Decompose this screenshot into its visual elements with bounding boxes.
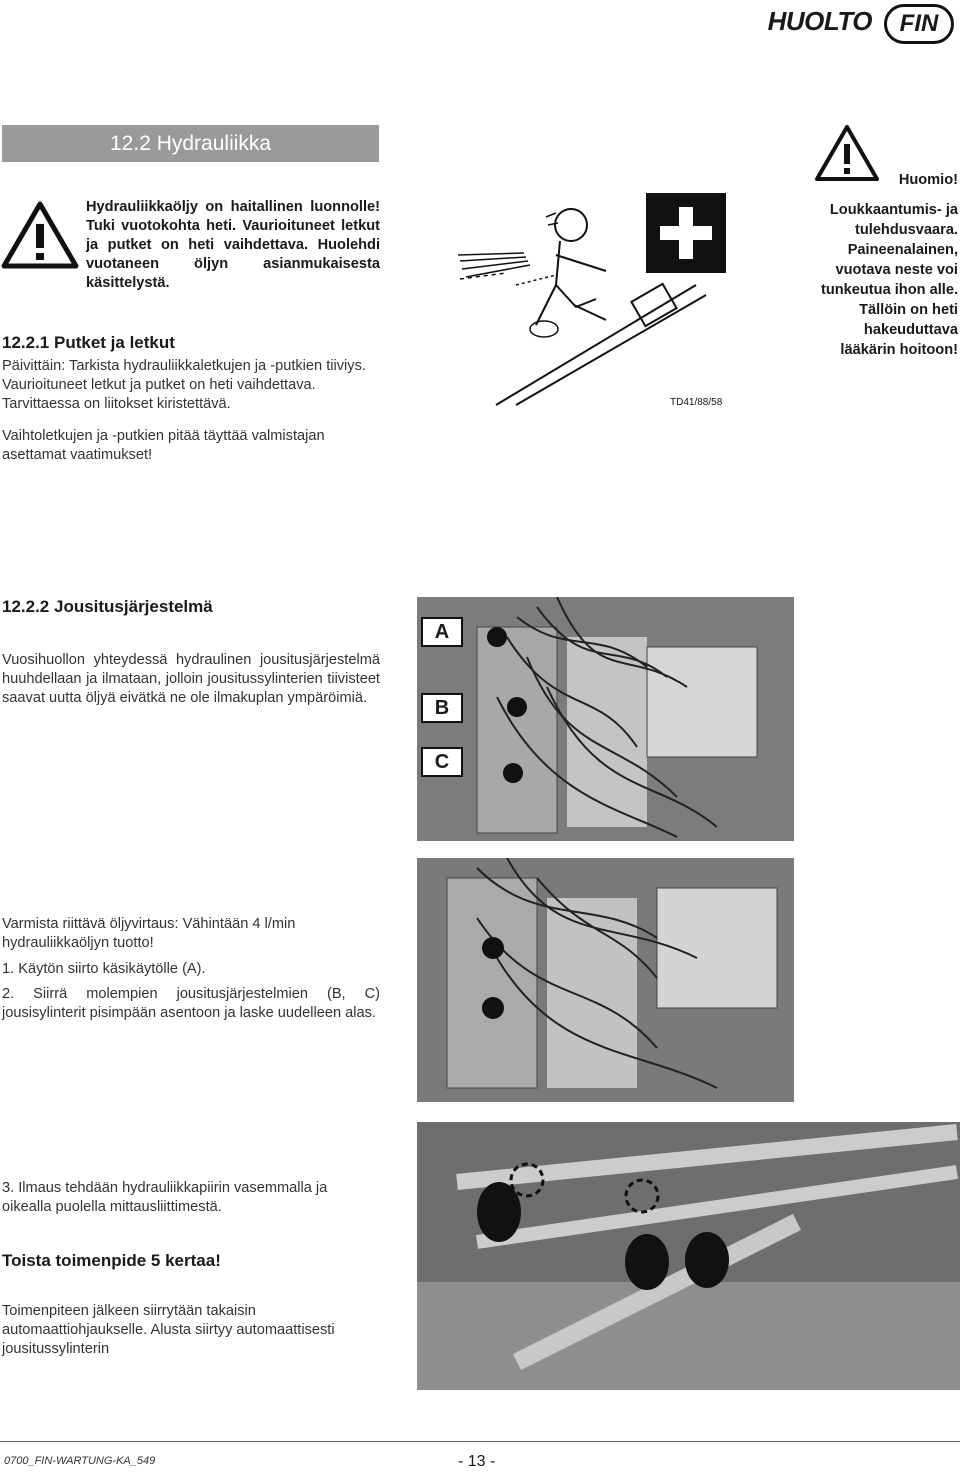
warning-text: Hydrauliikkaöljy on haitallinen luonnolle! Tuki vuotokohta heti. Vaurioituneet letkut ja putket on heti vaihdettava. Huolehdi vuotaneen öljyn asianmukaisesta käsittelystä. — [86, 199, 380, 291]
page-number: - 13 - — [458, 1453, 496, 1470]
subsection-title: 12.2.2 Jousitusjärjestelmä — [2, 597, 213, 616]
paragraph: Vaihtoletkujen ja -putkien pitää täyttää valmistajan asettamat vaatimukset! — [2, 428, 325, 463]
repeat-note: Toista toimenpide 5 kertaa! — [2, 1251, 221, 1270]
step-2: 2. Siirrä molempien jousitusjärjestelmien (B, C) jousisylinterit pisimpään asentoon ja laske uudelleen alas. — [2, 986, 380, 1021]
first-aid-icon — [646, 193, 726, 273]
step-1: 1. Käytön siirto käsikäytölle (A). — [2, 961, 206, 977]
paragraph: Päivittäin: Tarkista hydrauliikkaletkujen ja -putkien tiiviys. Vaurioituneet letkut ja putket on heti vaihdettava. Tarvittaessa on liitokset kiristettävä. — [2, 358, 366, 412]
control-panel-photo-2 — [417, 858, 794, 1102]
label-c: C — [421, 747, 463, 777]
step-intro: Varmista riittävä öljyvirtaus: Vähintään 4 l/min hydrauliikkaöljyn tuotto! — [2, 916, 296, 951]
step-3: 3. Ilmaus tehdään hydrauliikkapiirin vasemmalla ja oikealla puolella mittausliittimestä. — [2, 1180, 328, 1215]
header-title: HUOLTO — [767, 6, 872, 36]
caution-label: Huomio! — [898, 172, 958, 188]
control-panel-photo — [417, 597, 794, 841]
paragraph: Vuosihuollon yhteydessä hydraulinen jousitusjärjestelmä huuhdellaan ja ilmataan, jolloin jousitussylinterien tiivisteet saavat uutta öljyä eivätkä ne ole ilmakuplan ympäröimiä. — [2, 652, 380, 706]
footer-divider — [0, 1441, 960, 1442]
label-a: A — [421, 617, 463, 647]
final-note: Toimenpiteen jälkeen siirrytään takaisin automaattiohjaukselle. Alusta siirtyy automaattisesti jousitussylinterin — [2, 1303, 335, 1357]
footer-code: 0700_FIN-WARTUNG-KA_549 — [4, 1455, 156, 1467]
language-badge: FIN — [884, 4, 954, 44]
section-title: 12.2 Hydrauliikka — [2, 125, 379, 162]
illustration-code: TD41/88/58 — [670, 397, 723, 408]
caution-text: Loukkaantumis- ja tulehdusvaara. Paineenalainen, vuotava neste voi tunkeutua ihon alle. Tällöin on heti hakeuduttava lääkärin hoitoon! — [820, 202, 958, 358]
warning-triangle-icon — [0, 200, 80, 270]
accumulator-photo — [417, 1122, 960, 1390]
label-b: B — [421, 693, 463, 723]
subsection-title: 12.2.1 Putket ja letkut — [2, 333, 175, 352]
